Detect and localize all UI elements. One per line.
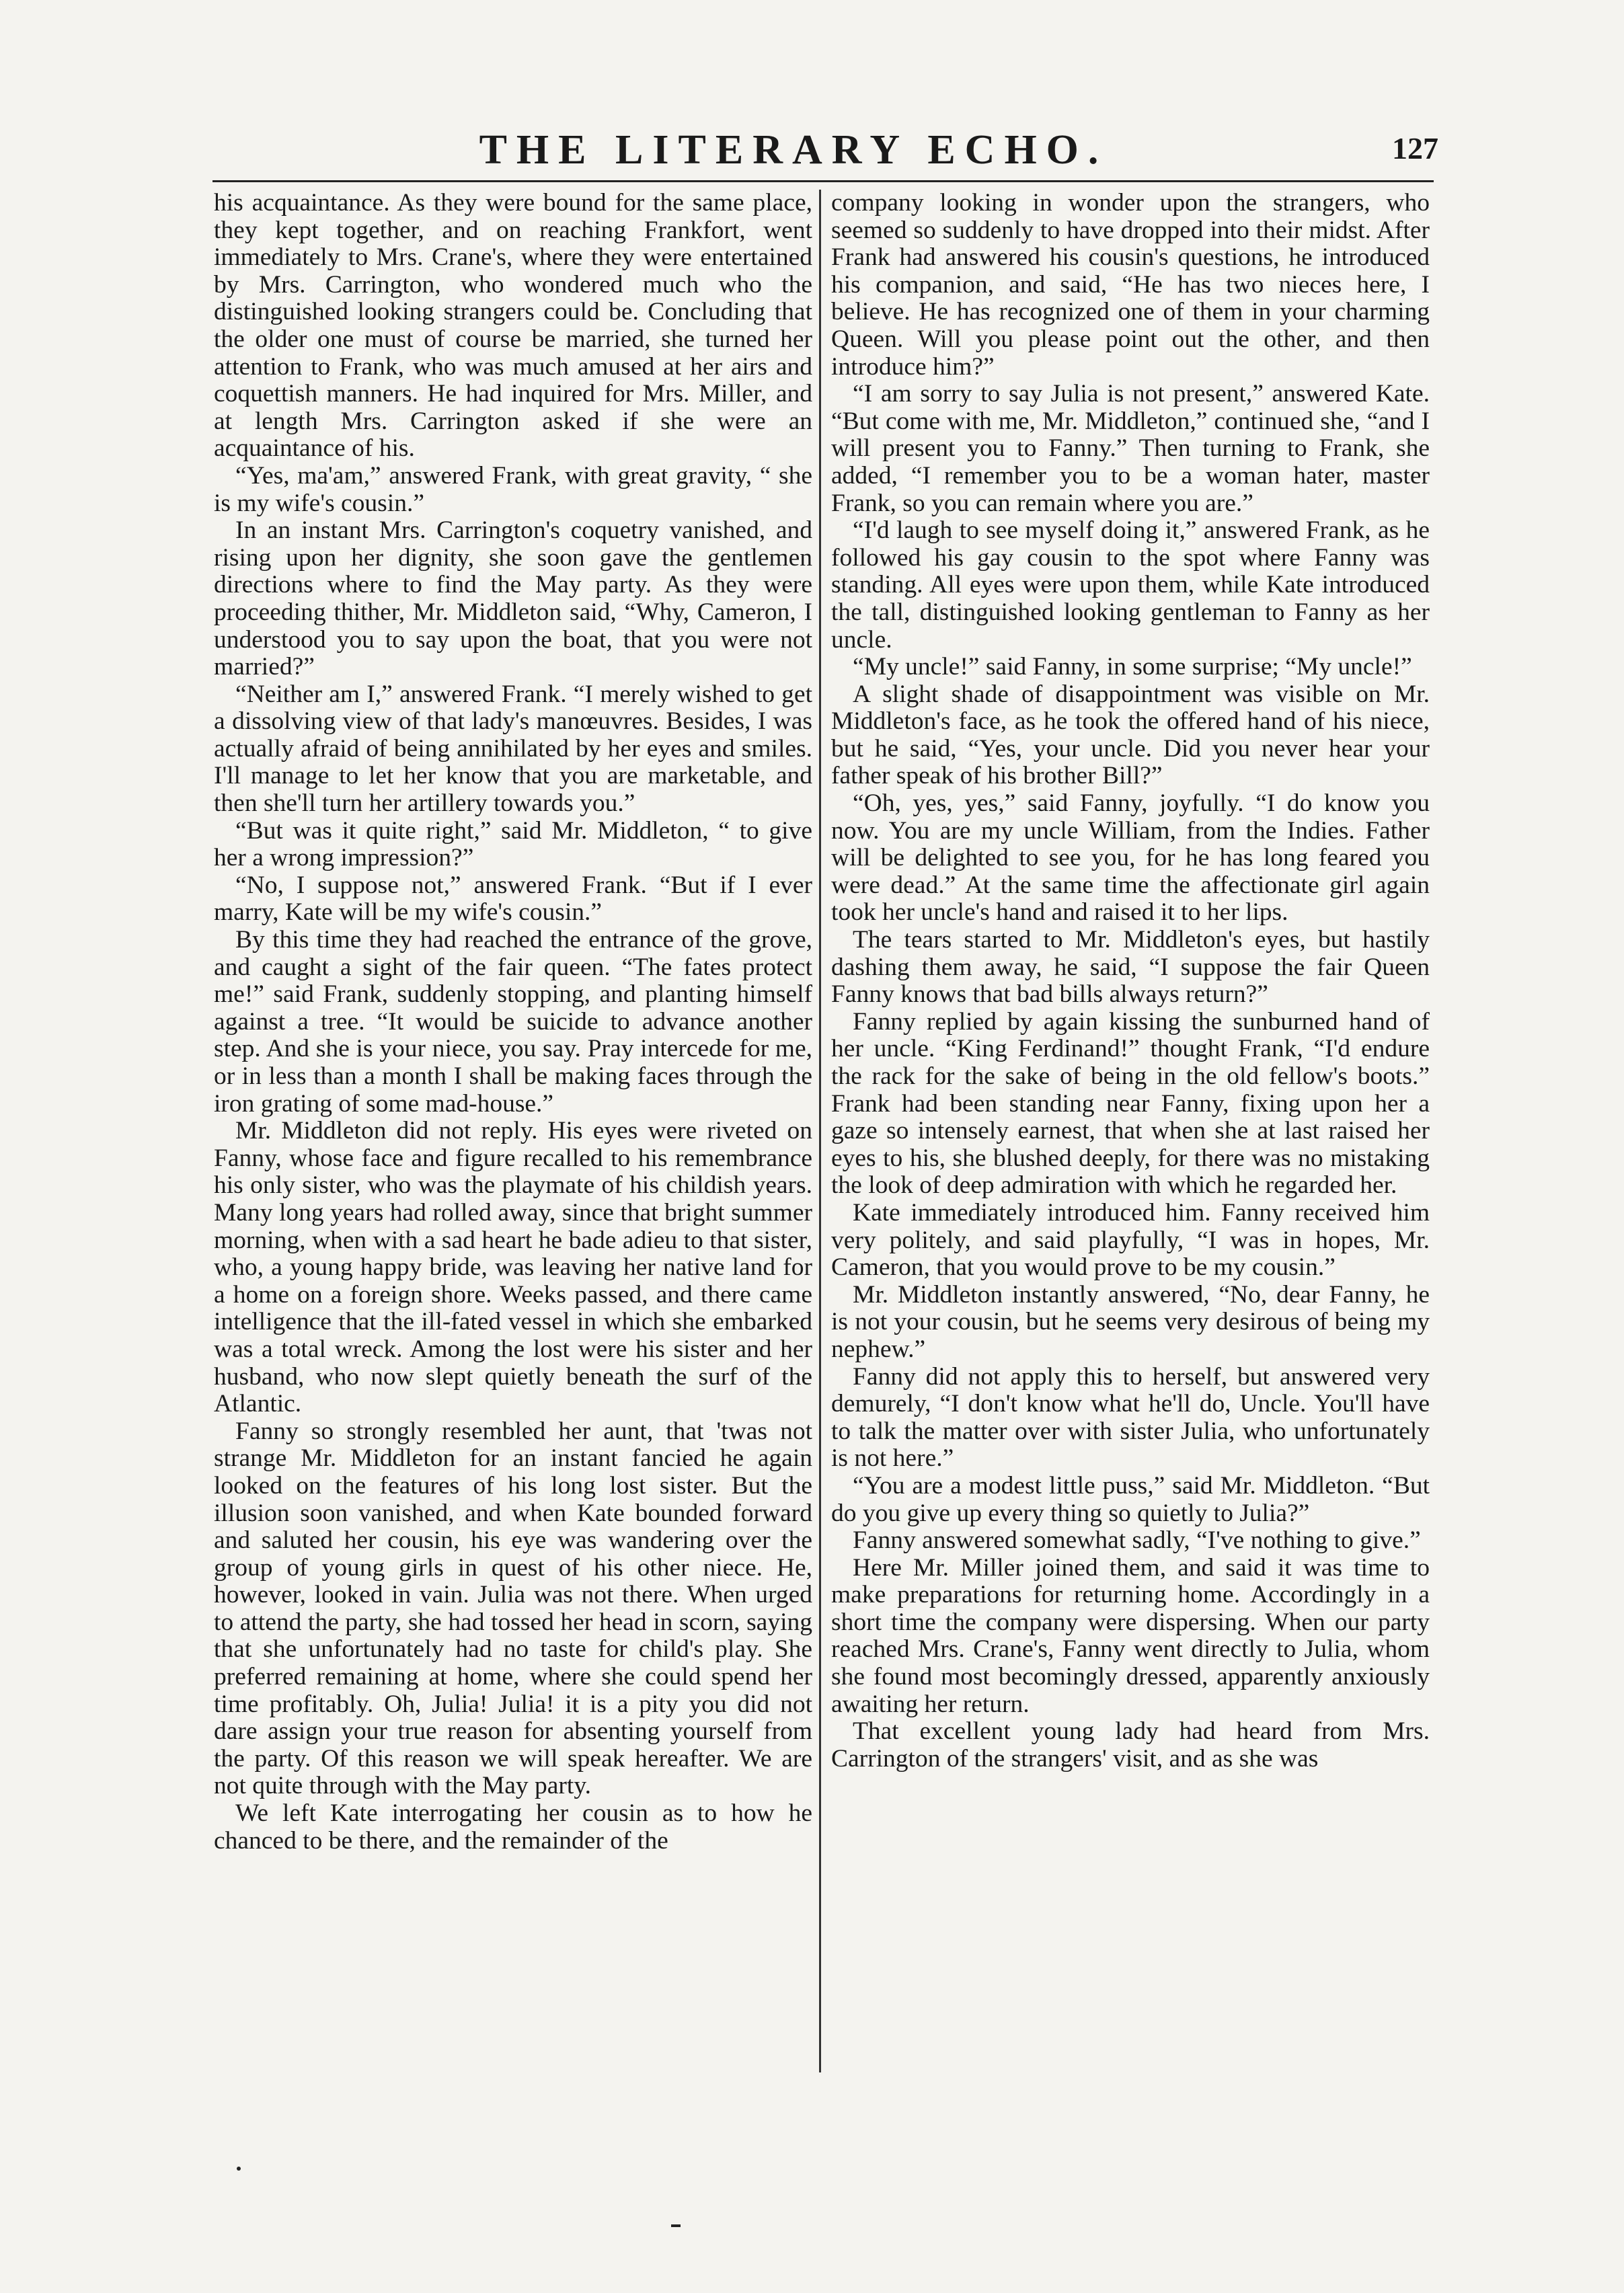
paragraph: “Yes, ma'am,” answered Frank, with great gravity, “ she is my wife's cousin.” (214, 461, 812, 517)
paragraph: “You are a modest little puss,” said Mr. Middleton. “But do you give up every thing so quietly to Julia?” (831, 1471, 1430, 1527)
paragraph: “No, I suppose not,” answered Frank. “But if I ever marry, Kate will be my wife's cousin.” (214, 871, 812, 927)
left-column (214, 190, 812, 1855)
paragraph: The tears started to Mr. Middleton's eyes, but hastily dashing them away, he said, “I suppose the fair Queen Fanny knows that bad bills always return?” (831, 926, 1430, 1009)
paragraph: In an instant Mrs. Carrington's coquetry vanished, and rising upon her dignity, she soon gave the gentlemen directions where to find the May party. As they were proceeding thither, Mr. Middleton said, “Why, Cameron, I understood you to say upon the boat, that you were not married?” (214, 516, 812, 681)
paragraph: That excellent young lady had heard from Mrs. Carrington of the strangers' visit, and as she was (831, 1717, 1430, 1773)
running-title: THE LITERARY ECHO. (479, 127, 1108, 173)
paragraph: his acquaintance. As they were bound for the same place, they kept together, and on reaching Frankfort, went immediately to Mrs. Crane's, where they were entertained by Mrs. Carrington, who wondered much who the distinguished looking strangers could be. Concluding that the older one must of course be married, she turned her attention to Frank, who was much amused at her airs and coquettish manners. He had inquired for Mrs. Miller, and at length Mrs. Carrington asked if she were an acquaintance of his. (214, 189, 812, 463)
paragraph: “I am sorry to say Julia is not present,” answered Kate. “But come with me, Mr. Middleton,” continued she, “and I will present you to Fanny.” Then turning to Frank, she added, “I remember you to be a woman hater, master Frank, so you can remain where you are.” (831, 380, 1430, 517)
right-column (831, 190, 1430, 1773)
paragraph: Mr. Middleton instantly answered, “No, dear Fanny, he is not your cousin, but he seems very desirous of being my nephew.” (831, 1280, 1430, 1363)
print-speck (671, 2224, 681, 2227)
page-header (0, 126, 1624, 180)
paragraph: “But was it quite right,” said Mr. Middleton, “ to give her a wrong impression?” (214, 816, 812, 872)
paragraph: Here Mr. Miller joined them, and said it was time to make preparations for returning home. Accordingly in a short time the company were dispersing. When our party reached Mrs. Crane's, Fanny went directly to Julia, whom she found most becomingly dressed, apparently anxiously awaiting her return. (831, 1553, 1430, 1718)
paragraph: We left Kate interrogating her cousin as to how he chanced to be there, and the remainder of the (214, 1799, 812, 1855)
paragraph: A slight shade of disappointment was visible on Mr. Middleton's face, as he took the offered hand of his niece, but he said, “Yes, your uncle. Did you never hear your father speak of his brother Bill?” (831, 680, 1430, 790)
paragraph: Mr. Middleton did not reply. His eyes were riveted on Fanny, whose face and figure recalled to his remembrance his only sister, who was the playmate of his childish years. Many long years had rolled away, since that bright summer morning, when with a sad heart he bade adieu to that sister, who, a young happy bride, was leaving her native land for a home on a foreign shore. Weeks passed, and there came intelligence that the ill-fated vessel in which she embarked was a total wreck. Among the lost were his sister and her husband, who now slept quietly beneath the surf of the Atlantic. (214, 1117, 812, 1418)
paragraph: company looking in wonder upon the strangers, who seemed so suddenly to have dropped into their midst. After Frank had answered his cousin's questions, he introduced his companion, and said, “He has two nieces here, I believe. He has recognized one of them in your charming Queen. Will you please point out the other, and then introduce him?” (831, 189, 1430, 381)
paragraph: Fanny did not apply this to herself, but answered very demurely, “I don't know what he'll do, Uncle. You'll have to talk the matter over with sister Julia, who unfortunately is not here.” (831, 1362, 1430, 1473)
paragraph: Kate immediately introduced him. Fanny received him very politely, and said playfully, “I was in hopes, Mr. Cameron, that you would prove to be my cousin.” (831, 1198, 1430, 1282)
paragraph: By this time they had reached the entrance of the grove, and caught a sight of the fair queen. “The fates protect me!” said Frank, suddenly stopping, and planting himself against a tree. “It would be suicide to advance another step. And she is your niece, you say. Pray intercede for me, or in less than a month I shall be making faces through the iron grating of some mad-house.” (214, 926, 812, 1118)
paragraph: “My uncle!” said Fanny, in some surprise; “My uncle!” (853, 653, 1412, 681)
paragraph: Fanny replied by again kissing the sunburned hand of her uncle. “King Ferdinand!” thought Frank, “I'd endure the rack for the sake of being in the old fellow's boots.” Frank had been standing near Fanny, fixing upon her a gaze so intensely earnest, that when she at last raised her eyes to his, she blushed deeply, for there was no mistaking the look of deep admiration with which he regarded her. (831, 1007, 1430, 1200)
paragraph: “Neither am I,” answered Frank. “I merely wished to get a dissolving view of that lady's manœuvres. Besides, I was actually afraid of being annihilated by her eyes and smiles. I'll manage to let her know that you are marketable, and then she'll turn her artillery towards you.” (214, 680, 812, 818)
paragraph: Fanny answered somewhat sadly, “I've nothing to give.” (853, 1526, 1421, 1555)
paragraph: “I'd laugh to see myself doing it,” answered Frank, as he followed his gay cousin to the spot where Fanny was standing. All eyes were upon them, while Kate introduced the tall, distinguished looking gentleman to Fanny as her uncle. (831, 516, 1430, 654)
paragraph: “Oh, yes, yes,” said Fanny, joyfully. “I do know you now. You are my uncle William, from the Indies. Father will be delighted to see you, for he has long feared you were dead.” At the same time the affectionate girl again took her uncle's hand and raised it to her lips. (831, 789, 1430, 927)
print-speck (237, 2167, 241, 2171)
header-rule (212, 180, 1434, 182)
column-divider (819, 190, 821, 2072)
paragraph: Fanny so strongly resembled her aunt, that 'twas not strange Mr. Middleton for an instant fancied he again looked on the features of his long lost sister. But the illusion soon vanished, and when Kate bounded forward and saluted her cousin, his eye was wandering over the group of young girls in quest of his other niece. He, however, looked in vain. Julia was not there. When urged to attend the party, she had tossed her head in scorn, saying that she unfortunately had no taste for child's play. She preferred remaining at home, where she could spend her time profitably. Oh, Julia! Julia! it is a pity you did not dare assign your true reason for absenting yourself from the party. Of this reason we will speak hereafter. We are not quite through with the May party. (214, 1417, 812, 1800)
page-number: 127 (1392, 131, 1438, 165)
